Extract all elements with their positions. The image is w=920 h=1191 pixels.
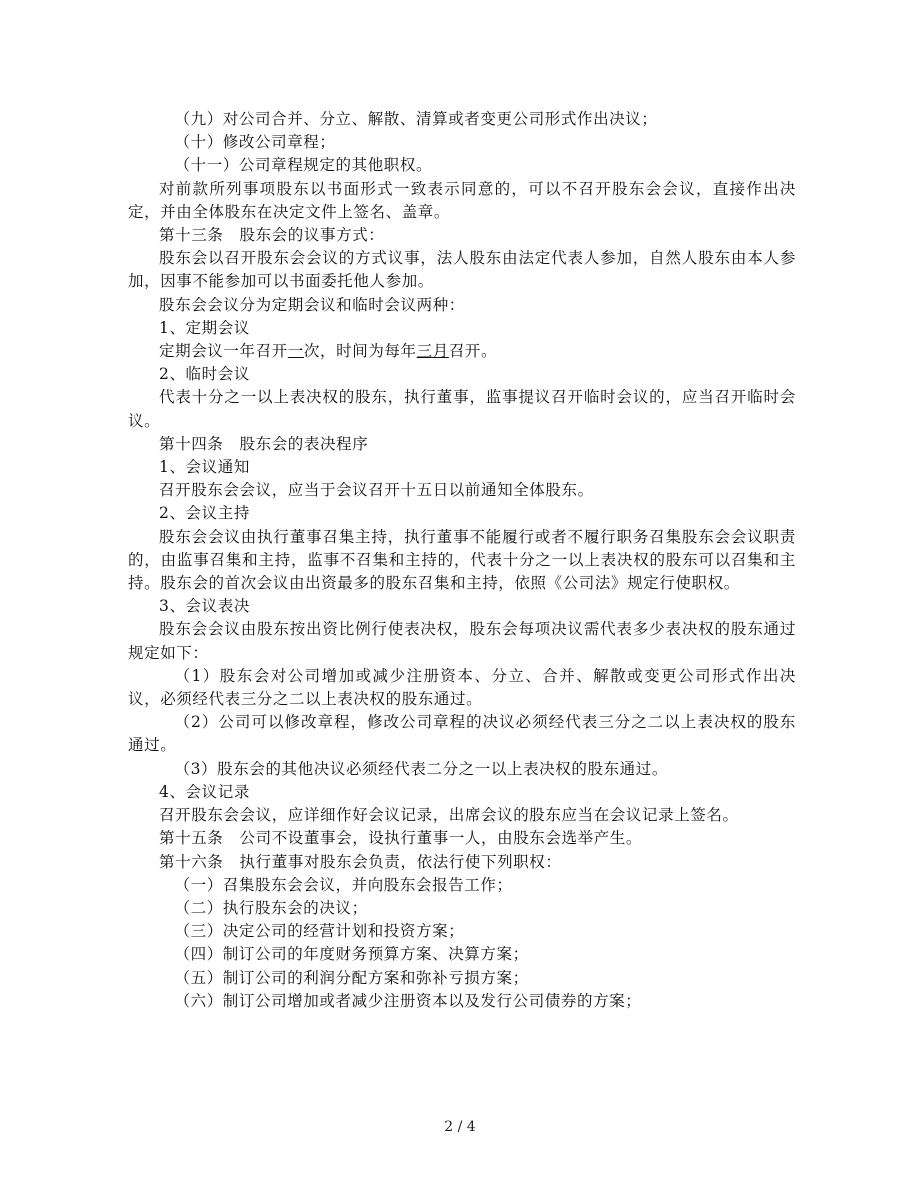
paragraph-l17: 3、会议表决	[159, 597, 250, 616]
paragraph-l21: （3）股东会的其他决议必须经代表二分之一以上表决权的股东通过。	[174, 759, 668, 778]
paragraph-l11: 代表十分之一以上表决权的股东，执行董事，监事提议召开临时会议的，应当召开临时会议。	[128, 388, 796, 430]
paragraph-l03: （十一）公司章程规定的其他职权。	[174, 156, 433, 175]
paragraph-l30: （五）制订公司的利润分配方案和弥补亏损方案；	[174, 968, 529, 987]
text-segment: 次，时间为每年	[303, 342, 417, 361]
paragraph-l13: 1、会议通知	[159, 458, 250, 477]
paragraph-l06: 股东会以召开股东会会议的方式议事，法人股东由法定代表人参加，自然人股东由本人参加，因事不能参加可以书面委托他人参加。	[128, 249, 796, 291]
paragraph-l27: （二）执行股东会的决议；	[174, 898, 368, 917]
paragraph-l22: 4、会议记录	[159, 782, 250, 801]
paragraph-l20: （2）公司可以修改章程，修改公司章程的决议必须经代表三分之二以上表决权的股东通过。	[128, 713, 796, 755]
page-number: 2 / 4	[444, 1119, 476, 1135]
paragraph-l18: 股东会会议由股东按出资比例行使表决权，股东会每项决议需代表多少表决权的股东通过规定如下：	[128, 620, 796, 662]
document-body	[128, 108, 796, 1013]
paragraph-l09	[128, 340, 796, 363]
paragraph-l07: 股东会会议分为定期会议和临时会议两种：	[159, 295, 465, 314]
paragraph-l25: 第十六条 执行董事对股东会负责，依法行使下列职权：	[159, 852, 562, 871]
paragraph-l26: （一）召集股东会会议，并向股东会报告工作；	[174, 875, 513, 894]
paragraph-l12: 第十四条 股东会的表决程序	[159, 434, 369, 453]
paragraph-l31: （六）制订公司增加或者减少注册资本以及发行公司债券的方案；	[174, 991, 642, 1010]
paragraph-l19: （1）股东会对公司增加或减少注册资本、分立、合并、解散或变更公司形式作出决议，必须经代表三分之二以上表决权的股东通过。	[128, 666, 796, 709]
paragraph-l04: 对前款所列事项股东以书面形式一致表示同意的，可以不召开股东会会议，直接作出决定，并由全体股东在决定文件上签名、盖章。	[128, 179, 796, 221]
paragraph-l28: （三）决定公司的经营计划和投资方案；	[174, 922, 465, 941]
paragraph-l15: 2、会议主持	[159, 504, 250, 523]
text-segment: 定期会议一年召开	[159, 342, 288, 361]
paragraph-l08: 1、定期会议	[159, 318, 250, 337]
paragraph-l16: 股东会会议由执行董事召集主持，执行董事不能履行或者不履行职务召集股东会会议职责的，由监事召集和主持，监事不召集和主持的，代表十分之一以上表决权的股东可以召集和主持。股东会的首次会议由出资最多的股东召集和主持，依照《公司法》规定行使职权。	[128, 527, 796, 593]
paragraph-l05: 第十三条 股东会的议事方式：	[159, 226, 385, 245]
text-segment: 召开。	[448, 342, 498, 361]
underlined-value: 一	[287, 342, 304, 361]
paragraph-l01: （九）对公司合并、分立、解散、清算或者变更公司形式作出决议；	[174, 110, 658, 128]
paragraph-l24: 第十五条 公司不设董事会，设执行董事一人，由股东会选举产生。	[159, 829, 643, 848]
paragraph-l02: （十）修改公司章程；	[174, 133, 336, 152]
paragraph-l29: （四）制订公司的年度财务预算方案、决算方案；	[174, 945, 529, 964]
paragraph-l10: 2、临时会议	[159, 365, 250, 384]
paragraph-l14: 召开股东会会议，应当于会议召开十五日以前通知全体股东。	[159, 481, 594, 500]
underlined-value: 三月	[416, 342, 449, 361]
paragraph-l23: 召开股东会会议，应详细作好会议记录，出席会议的股东应当在会议记录上签名。	[159, 806, 739, 825]
